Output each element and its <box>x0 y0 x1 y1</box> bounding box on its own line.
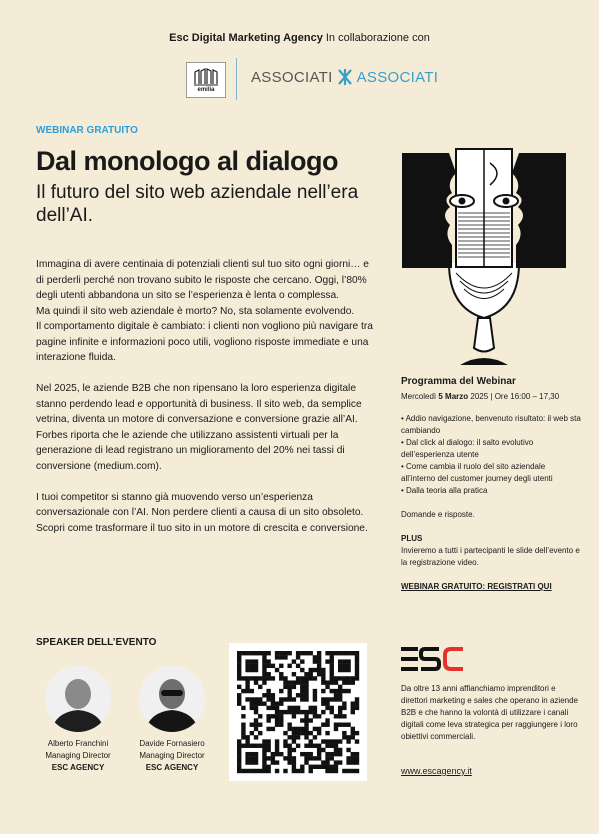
esc-logo <box>401 645 465 678</box>
header-collaboration-line <box>0 32 599 44</box>
body-paragraph-2: Nel 2025, le aziende B2B che non ripensano la loro esperienza digitale stanno perdendo lead e opportunità di business. Il sito web, da semplice vetrina, diventa un motore di conversazione e conversione grazie all’AI. Forbes riporta che le aziende che utilizzano assistenti virtuali per la generazione di lead registrano un miglioramento del 20% nei tassi di conversione (medium.com). <box>36 383 362 472</box>
program-title: Programma del Webinar <box>401 376 516 387</box>
speaker-card <box>122 666 222 774</box>
plus-label: PLUS <box>401 534 423 543</box>
speaker-org: ESC AGENCY <box>51 763 105 772</box>
speaker-name: Davide Fornasiero <box>139 739 205 748</box>
plus-text: Invieremo a tutti i partecipanti le slide dell’evento e la registrazione video. <box>401 546 580 567</box>
webinar-eyebrow: WEBINAR GRATUITO <box>36 125 138 136</box>
emilia-logo-label: emilia <box>197 86 215 93</box>
associati-text-1: ASSOCIATI <box>251 68 333 86</box>
speaker-photo-icon <box>139 666 205 732</box>
page-title: Dal monologo al dialogo <box>36 146 338 176</box>
esc-website-link[interactable]: www.escagency.it <box>401 766 472 776</box>
speaker-photo-icon <box>45 666 111 732</box>
logo-divider <box>236 58 237 100</box>
emilia-logo <box>186 62 226 98</box>
speaker-card <box>28 666 128 774</box>
registration-qr-code[interactable] <box>229 643 367 781</box>
associati-mark-icon <box>337 68 353 86</box>
list-item: • Dal click al dialogo: il salto evolutivo dell’esperienza utente <box>401 438 534 459</box>
speaker-role: Managing Director <box>45 751 111 760</box>
list-item: • Addio navigazione, benvenuto risultato: il web sta cambiando <box>401 414 581 435</box>
list-item: • Dalla teoria alla pratica <box>401 486 488 495</box>
program-list <box>401 413 581 497</box>
avatar <box>45 666 111 732</box>
qr-code-icon <box>229 643 367 781</box>
agency-name: Esc Digital Marketing Agency <box>169 32 323 44</box>
body-copy <box>36 257 376 552</box>
speakers-heading: SPEAKER DELL’EVENTO <box>36 637 157 648</box>
associati-logo <box>251 68 438 86</box>
page-subtitle: Il futuro del sito web aziendale nell’era dell’AI. <box>36 182 359 226</box>
webinar-program <box>401 376 581 593</box>
emilia-crest-icon <box>193 68 219 86</box>
speaker-role: Managing Director <box>139 751 205 760</box>
esc-description: Da oltre 13 anni affianchiamo imprenditori e direttori marketing e sales che operano in aziende B2B e che hanno la volontà di utilizzare i canali digitali come leva strategica per raggiungere i loro obiettivi commerciali. <box>401 684 578 741</box>
program-date: Mercoledì 5 Marzo 2025 | Ore 16:00 – 17,30 <box>401 392 560 401</box>
body-paragraph-3: I tuoi competitor si stanno già muovendo verso un’esperienza conversazionale con l’AI. Non perdere clienti a causa di un sito obsoleto. Scopri come trasformare il tuo sito in un motore di crescita e conversione. <box>36 491 368 534</box>
list-item: • Come cambia il ruolo del sito aziendale all’interno del customer journey degli utenti <box>401 462 553 483</box>
speaker-org: ESC AGENCY <box>145 763 199 772</box>
faces-vase-illustration <box>394 143 574 375</box>
program-qa: Domande e risposte. <box>401 510 475 519</box>
avatar <box>139 666 205 732</box>
esc-logo-icon <box>401 645 465 673</box>
collab-text: In collaborazione con <box>322 32 430 44</box>
associati-text-2: ASSOCIATI <box>356 68 439 86</box>
body-paragraph-1: Immagina di avere centinaia di potenziali clienti sul tuo sito ogni giorni… e di perderli perché non trovano subito le risposte che cercano. Oggi, l’80% degli utenti abbandona un sito se l’esperienza è lenta o complessa. Ma quindi il sito web aziendale è morto? No, sta solamente evolvendo. Il comportamento digitale è cambiato: i clienti non vogliono più navigare tra pagine infinite e informazioni poco utili, vogliono risposte immediate e una interazione fluida. <box>36 259 373 363</box>
register-link[interactable]: WEBINAR GRATUITO: REGISTRATI QUI <box>401 582 552 591</box>
speaker-name: Alberto Franchini <box>47 739 109 748</box>
